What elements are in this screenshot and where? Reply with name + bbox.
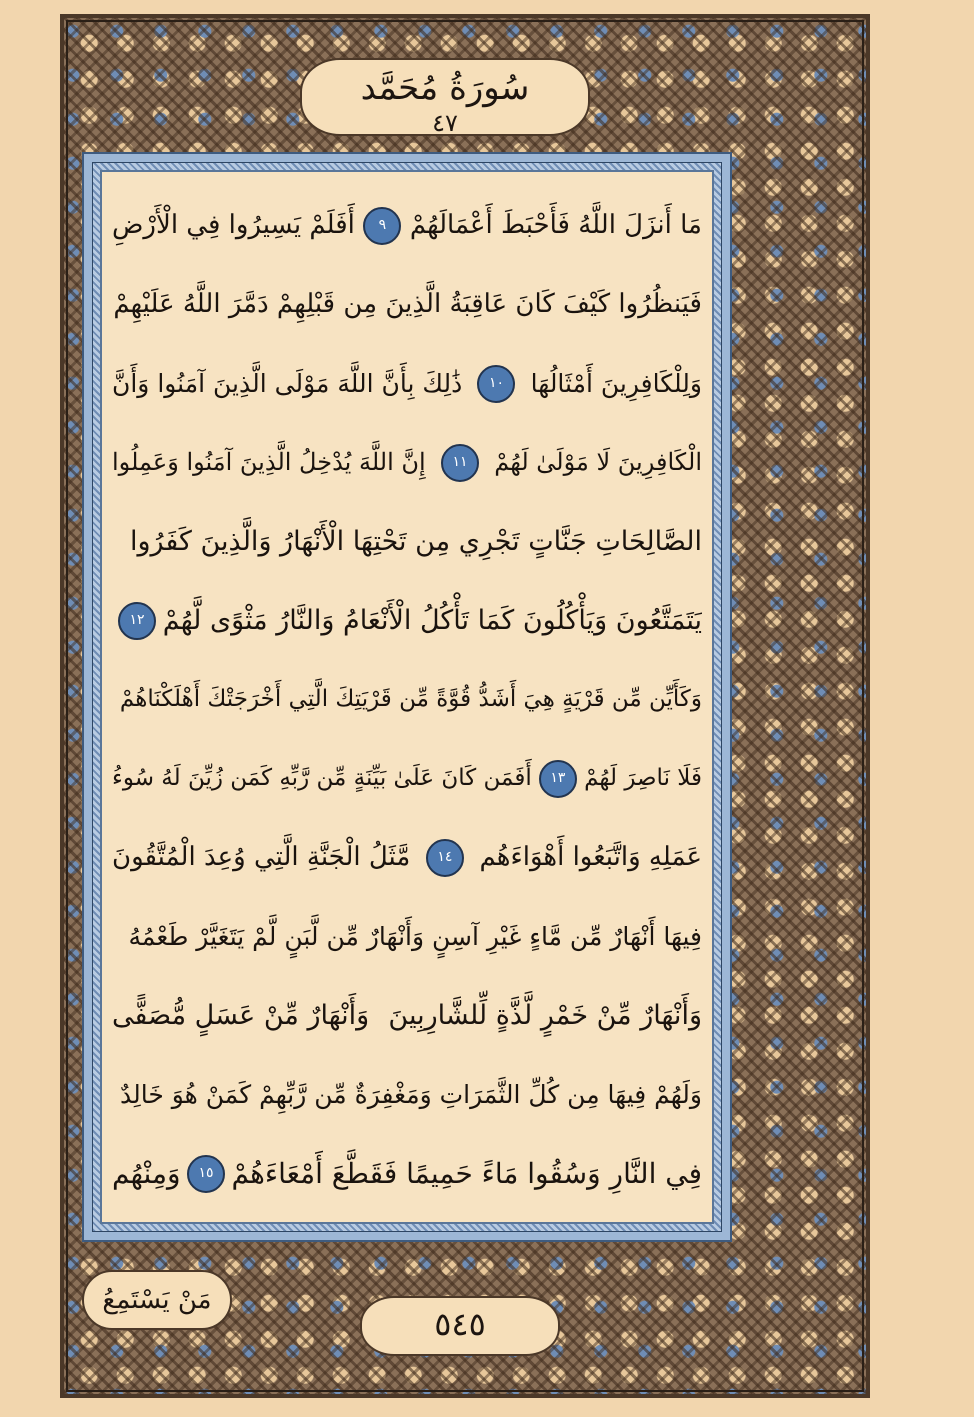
- verse-line: [112, 502, 702, 581]
- surah-title: سُورَةُ مُحَمَّد: [360, 68, 530, 108]
- verse-line: [112, 739, 702, 818]
- verse-text: مَّثَلُ الْجَنَّةِ الَّتِي وُعِدَ الْمُتَّقُونَ: [112, 842, 411, 872]
- verse-line: [112, 976, 702, 1055]
- verse-text: الْكَافِرِينَ لَا مَوْلَىٰ لَهُمْ: [494, 448, 702, 476]
- ayah-number-marker: ١٣: [539, 760, 577, 798]
- verse-text: أَفَمَن كَانَ عَلَىٰ بَيِّنَةٍ مِّن رَّبِّهِ كَمَن زُيِّنَ لَهُ سُوءُ: [112, 765, 532, 791]
- verse-text: الصَّالِحَاتِ جَنَّاتٍ تَجْرِي مِن تَحْتِهَا الْأَنْهَارُ وَالَّذِينَ كَفَرُوا: [129, 526, 702, 557]
- verse-text: وَكَأَيِّن مِّن قَرْيَةٍ هِيَ أَشَدُّ قُوَّةً مِّن قَرْيَتِكَ الَّتِي أَخْرَجَتْكَ أَهْلَكْنَاهُمْ: [119, 686, 702, 712]
- verse-text: فِي النَّارِ وَسُقُوا مَاءً حَمِيمًا فَقَطَّعَ أَمْعَاءَهُمْ: [231, 1157, 702, 1190]
- verse-text: وَمِنْهُم: [112, 1157, 181, 1190]
- ayah-number-marker: ١٠: [477, 365, 515, 403]
- verse-text: وَلَهُمْ فِيهَا مِن كُلِّ الثَّمَرَاتِ وَمَغْفِرَةٌ مِّن رَّبِّهِمْ كَمَنْ هُوَ خَالِدٌ: [119, 1080, 702, 1109]
- verse-text: مَا أَنزَلَ اللَّهُ فَأَحْبَطَ أَعْمَالَهُمْ: [409, 210, 702, 240]
- verse-text: فِيهَا أَنْهَارٌ مِّن مَّاءٍ غَيْرِ آسِنٍ وَأَنْهَارٌ مِّن لَّبَنٍ لَّمْ يَتَغَيَّرْ طَعْمُهُ: [128, 922, 702, 951]
- catchword: مَنْ يَسْتَمِعُ: [102, 1285, 212, 1315]
- verse-line: [112, 1134, 702, 1213]
- verse-line: [112, 344, 702, 423]
- verse-text: فَلَا نَاصِرَ لَهُمْ: [584, 765, 702, 791]
- verse-text: وَأَنْهَارٌ مِّنْ عَسَلٍ مُّصَفًّى: [112, 1000, 370, 1031]
- verse-line: [112, 1055, 702, 1134]
- verse-text: يَتَمَتَّعُونَ وَيَأْكُلُونَ كَمَا تَأْكُلُ الْأَنْعَامُ وَالنَّارُ مَثْوًى لَّهُمْ: [162, 605, 702, 636]
- surah-number: ٤٧: [432, 109, 458, 137]
- verse-text: وَلِلْكَافِرِينَ أَمْثَالُهَا: [530, 369, 702, 398]
- ayah-number-marker: ٩: [363, 207, 401, 245]
- verse-line: [112, 581, 702, 660]
- verse-text: عَمَلِهِ وَاتَّبَعُوا أَهْوَاءَهُم: [479, 842, 702, 872]
- ayah-number-marker: ١٤: [426, 839, 464, 877]
- ayah-number-marker: ١٥: [187, 1155, 225, 1193]
- verse-text: وَأَنْهَارٌ مِّنْ خَمْرٍ لَّذَّةٍ لِّلشَّارِبِينَ: [388, 1000, 702, 1031]
- verse-text: ذَٰلِكَ بِأَنَّ اللَّهَ مَوْلَى الَّذِينَ آمَنُوا وَأَنَّ: [112, 369, 463, 398]
- ayah-number-marker: ١٢: [118, 602, 156, 640]
- verse-text: فَيَنظُرُوا كَيْفَ كَانَ عَاقِبَةُ الَّذِينَ مِن قَبْلِهِمْ دَمَّرَ اللَّهُ عَلَيْهِمْ: [113, 289, 702, 319]
- verse-line: [112, 660, 702, 739]
- verse-lines: [112, 186, 702, 1216]
- verse-line: [112, 265, 702, 344]
- verse-line: [112, 818, 702, 897]
- verse-text: أَفَلَمْ يَسِيرُوا فِي الْأَرْضِ: [112, 210, 355, 240]
- ayah-number-marker: ١١: [441, 444, 479, 482]
- verse-line: [112, 423, 702, 502]
- page-number: ٥٤٥: [434, 1305, 486, 1343]
- verse-text: إِنَّ اللَّهَ يُدْخِلُ الَّذِينَ آمَنُوا وَعَمِلُوا: [112, 448, 426, 476]
- verse-line: [112, 186, 702, 265]
- verse-line: [112, 897, 702, 976]
